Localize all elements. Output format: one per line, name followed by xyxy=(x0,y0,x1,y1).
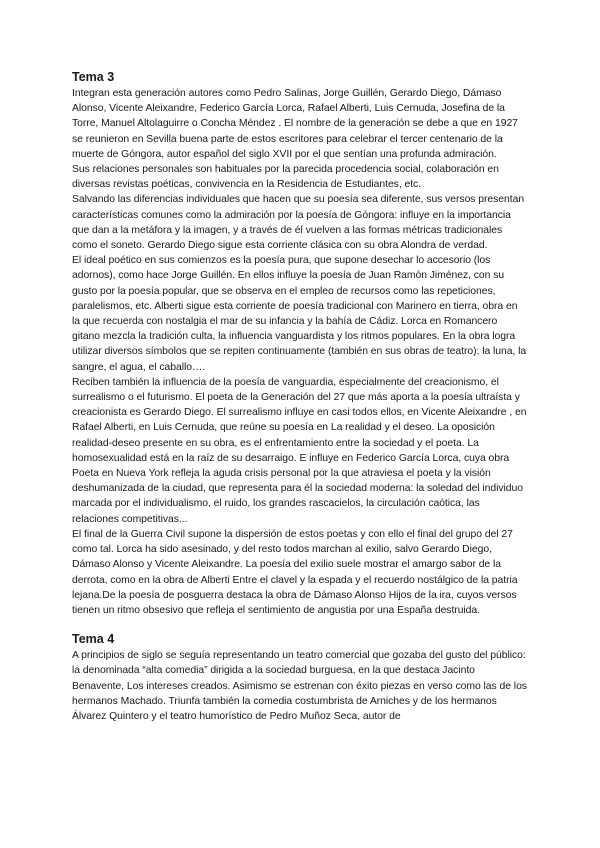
section-heading-tema-4: Tema 4 xyxy=(72,632,115,647)
section-heading-tema-3: Tema 3 xyxy=(72,70,115,84)
section-spacer xyxy=(72,618,528,632)
paragraph: Salvando las diferencias individuales que hacen que su poesía sea diferente, sus versos presentan características comunes como la admiración por la poesía de Góngora: influye en la importancia que dan a la metáfora y la imagen, y a través de él vuelven a las formas métricas tradicionales como el soneto. Gerardo Diego sigue esta corriente clásica con su obra Alondra de verdad. xyxy=(72,194,525,252)
paragraph: A principios de siglo se seguía representando un teatro comercial que gozaba del gusto del público: la denominada “alta comedia” dirigida a la sociedad burguesa, en la que destaca Jacinto Benavente, Los intereses creados. Asimismo se estrenan con éxito piezas en verso como las de los hermanos Machado. Triunfa también la comedia costumbrista de Arniches y de los hermanos Álvarez Quintero y el teatro humorístico de Pedro Muñoz Seca, autor de xyxy=(72,650,527,722)
paragraph: El ideal poético en sus comienzos es la poesía pura, que supone desechar lo accesorio (los adornos), como hace Jorge Guillén. En ellos influye la poesía de Juan Ramón Jiménez, con su gusto por la poesía popular, que se observa en el empleo de recursos como las repeticiones, paralelismos, etc. Alberti sigue esta corriente de poesía tradicional con Marinero en tierra, obra en la que recuerda con nostalgia el mar de su infancia y la bahía de Cádiz. Lorca en Romancero gitano mezcla la tradición culta, la influencia vanguardista y los ritmos populares. En la obra logra utilizar diversos símbolos que se repiten continuamente (también en sus obras de teatro): la luna, la sangre, el agua, el caballo…. xyxy=(72,255,527,373)
document-page xyxy=(72,70,528,724)
paragraph: El final de la Guerra Civil supone la dispersión de estos poetas y con ello el final del grupo del 27 como tal. Lorca ha sido asesinado, y del resto todos marchan al exilio, salvo Gerardo Diego, Dámaso Alonso y Vicente Aleixandre. La poesía del exilio suele mostrar el amargo sabor de la derrota, como en la obra de Alberti Entre el clavel y la espada y el recuerdo nostálgico de la patria lejana.De la poesía de posguerra destaca la obra de Dámaso Alonso Hijos de la ira, cuyos versos tienen un ritmo obsesivo que refleja el sentimiento de angustia por una España destruida. xyxy=(72,528,518,616)
paragraph: Reciben también la influencia de la poesía de vanguardia, especialmente del creacionismo, el surrealismo o el futurismo. El poeta de la Generación del 27 que más aporta a la poesía ultraísta y creacionista es Gerardo Diego. El surrealismo influye en casi todos ellos, en Vicente Aleixandre , en Rafael Alberti, en Luis Cernuda, que reúne su poesía en La realidad y el deseo. La oposición realidad-deseo presente en su obra, es el enfrentamiento entre la sociedad y el poeta. La homosexualidad está en la raíz de su desarraigo. E influye en Federico García Lorca, cuya obra Poeta en Nueva York refleja la aguda crisis personal por la que atraviesa el poeta y la visión deshumanizada de la ciudad, que representa para él la sociedad moderna: la soledad del individuo marcada por el individualismo, el ruido, los grandes rascacielos, la circulación caótica, las relaciones competitivas... xyxy=(72,376,527,525)
paragraph: Integran esta generación autores como Pedro Salinas, Jorge Guillén, Gerardo Diego, Dámaso Alonso, Vicente Aleixandre, Federico García Lorca, Rafael Alberti, Luis Cernuda, Josefina de la Torre, Manuel Altolaguirre o Concha Méndez . El nombre de la generación se debe a que en 1927 se reunieron en Sevilla buena parte de estos escritores para celebrar el tercer centenario de la muerte de Góngora, autor español del siglo XVII por el que sentían una profunda admiración. xyxy=(72,88,518,160)
paragraph: Sus relaciones personales son habituales por la parecida procedencia social, colaboración en diversas revistas poéticas, convivencia en la Residencia de Estudiantes, etc. xyxy=(72,164,499,191)
